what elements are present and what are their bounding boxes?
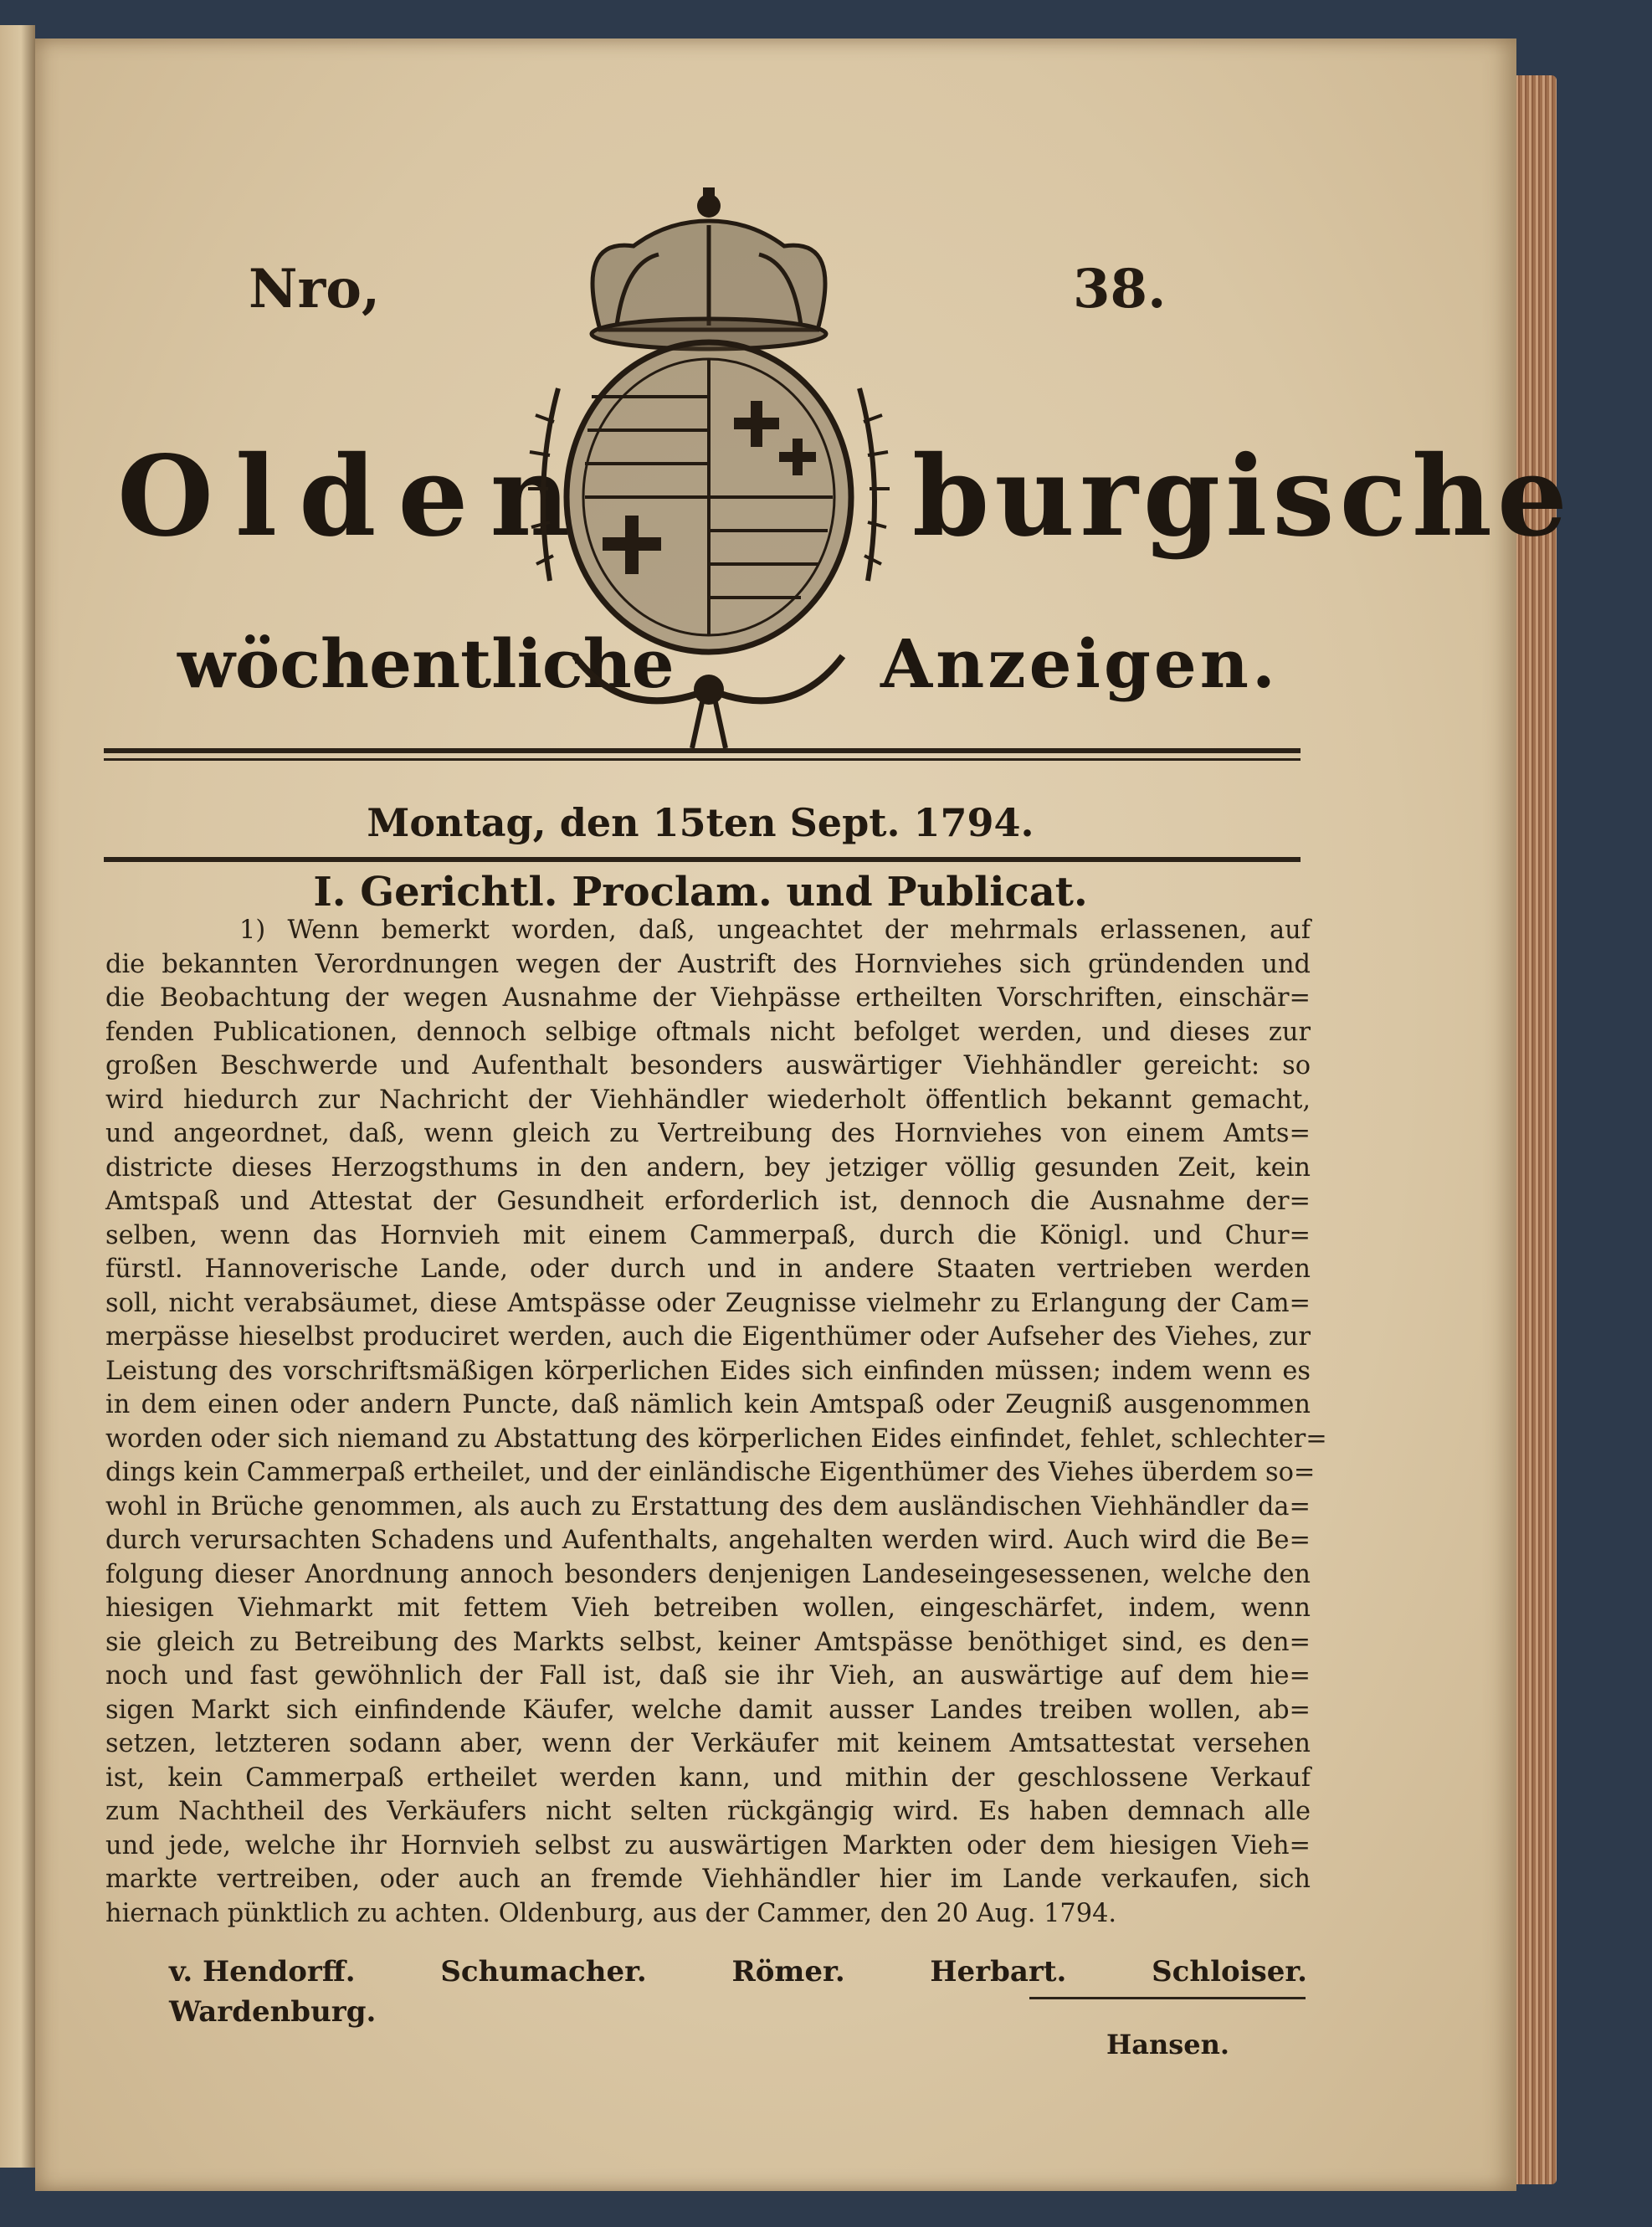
newspaper-page [35, 38, 1572, 2191]
article-line: districte dieses Herzogsthums in den andern, bey jetziger völlig gesunden Zeit, kein [105, 1152, 1311, 1183]
article-line: selben, wenn das Hornvieh mit einem Cammerpaß, durch die Königl. und Chur= [105, 1220, 1311, 1250]
issue-number-label: Nro, [249, 258, 381, 321]
article-line: folgung dieser Anordnung annoch besonders denjenigen Landeseingesessenen, welche den [105, 1559, 1311, 1589]
signature-wardenburg: Wardenburg. [169, 1995, 377, 2029]
coat-of-arms-icon [525, 187, 893, 757]
article-line: Amtspaß und Attestat der Gesundheit erforderlich ist, dennoch die Ausnahme der= [105, 1187, 1311, 1216]
article-line: sigen Markt sich einfindende Käufer, welche damit ausser Landes treiben wollen, ab= [105, 1695, 1311, 1725]
article-line: in dem einen oder andern Puncte, daß nämlich kein Amtspaß oder Zeugniß ausgenommen [105, 1390, 1311, 1419]
signature: v. Hendorff. [169, 1955, 356, 1988]
article-line: fürstl. Hannoverische Lande, oder durch und in andere Staaten vertrieben werden [105, 1255, 1311, 1284]
masthead-subtitle-right: Anzeigen. [880, 624, 1279, 703]
article-line: und jede, welche ihr Hornvieh selbst zu auswärtigen Markten oder dem hiesigen Vieh= [105, 1830, 1311, 1860]
section-heading: I. Gerichtl. Proclam. und Publicat. [313, 869, 1088, 916]
article-line: wird hiedurch zur Nachricht der Viehhändler wiederholt öffentlich bekannt gemacht, [105, 1085, 1311, 1115]
article-line: soll, nicht verabsäumet, diese Amtspässe oder Zeugnisse vielmehr zu Erlangung der Cam= [105, 1288, 1311, 1318]
article-line: die Beobachtung der wegen Ausnahme der Viehpässe ertheilten Vorschriften, einschär= [105, 983, 1311, 1013]
signature-row [169, 1955, 1307, 1988]
issue-number: 38. [1073, 258, 1167, 321]
article-line: wohl in Brüche genommen, als auch zu Erstattung des dem ausländischen Viehhändler da= [105, 1491, 1311, 1521]
masthead-title-left: Olden [117, 432, 593, 562]
issue-date: Montag, den 15ten Sept. 1794. [367, 800, 1034, 845]
article-line: 1) Wenn bemerkt worden, daß, ungeachtet der mehrmals erlassenen, auf [239, 916, 1311, 945]
signature-rule [1029, 1997, 1306, 1999]
article-line: hiesigen Viehmarkt mit fettem Vieh betreiben wollen, eingeschärfet, indem, wenn [105, 1593, 1311, 1623]
signature: Schloiser. [1152, 1955, 1307, 1988]
article-line: und angeordnet, daß, wenn gleich zu Vertreibung des Hornviehes von einem Amts= [105, 1119, 1311, 1148]
article-line: durch verursachten Schadens und Aufenthalts, angehalten werden wird. Auch wird die Be= [105, 1526, 1311, 1555]
article-line: dings kein Cammerpaß ertheilet, und der einländische Eigenthümer des Viehes überdem so= [105, 1458, 1316, 1487]
article-line: zum Nachtheil des Verkäufers nicht selten rückgängig wird. Es haben demnach alle [105, 1797, 1311, 1826]
article-line: ist, kein Cammerpaß ertheilet werden kann, und mithin der geschlossene Verkauf [105, 1763, 1311, 1793]
masthead-rule-thin [104, 758, 1301, 761]
signature-hansen: Hansen. [1106, 2029, 1230, 2060]
article-line: sie gleich zu Betreibung des Markts selbst, keiner Amtspässe benöthiget sind, es den= [105, 1627, 1311, 1657]
article-line: hiernach pünktlich zu achten. Oldenburg, aus der Cammer, den 20 Aug. 1794. [105, 1898, 1117, 1928]
adjacent-page-edge [0, 25, 35, 2168]
article-line: noch und fast gewöhnlich der Fall ist, daß sie ihr Vieh, an auswärtige auf dem hie= [105, 1661, 1311, 1691]
article-line: worden oder sich niemand zu Abstattung des körperlichen Eides einfindet, fehlet, schlechter= [105, 1424, 1327, 1454]
masthead-rule [104, 748, 1301, 753]
masthead-title-right: burgische [912, 432, 1572, 562]
article-line: Leistung des vorschriftsmäßigen körperlichen Eides sich einfinden müssen; indem wenn es [105, 1356, 1311, 1386]
signature: Herbart. [930, 1955, 1067, 1988]
article-line: fenden Publicationen, dennoch selbige oftmals nicht befolget werden, und dieses zur [105, 1017, 1311, 1047]
article-line: großen Beschwerde und Aufenthalt besonders auswärtiger Viehhändler gereicht: so [105, 1051, 1311, 1080]
signature: Römer. [731, 1955, 845, 1988]
article-line: setzen, letzteren sodann aber, wenn der Verkäufer mit keinem Amtsattestat versehen [105, 1729, 1311, 1758]
date-rule [104, 857, 1301, 862]
article-line: markte vertreiben, oder auch an fremde Viehhändler hier im Lande verkaufen, sich [105, 1865, 1311, 1894]
masthead-subtitle-left: wöchentliche [177, 624, 675, 703]
article-body [105, 914, 1327, 1931]
article-line: die bekannten Verordnungen wegen der Austrift des Hornviehes sich gründenden und [105, 949, 1311, 979]
signature: Schumacher. [440, 1955, 647, 1988]
article-line: merpässe hieselbst produciret werden, auch die Eigenthümer oder Aufseher des Viehes, zur [105, 1322, 1311, 1352]
